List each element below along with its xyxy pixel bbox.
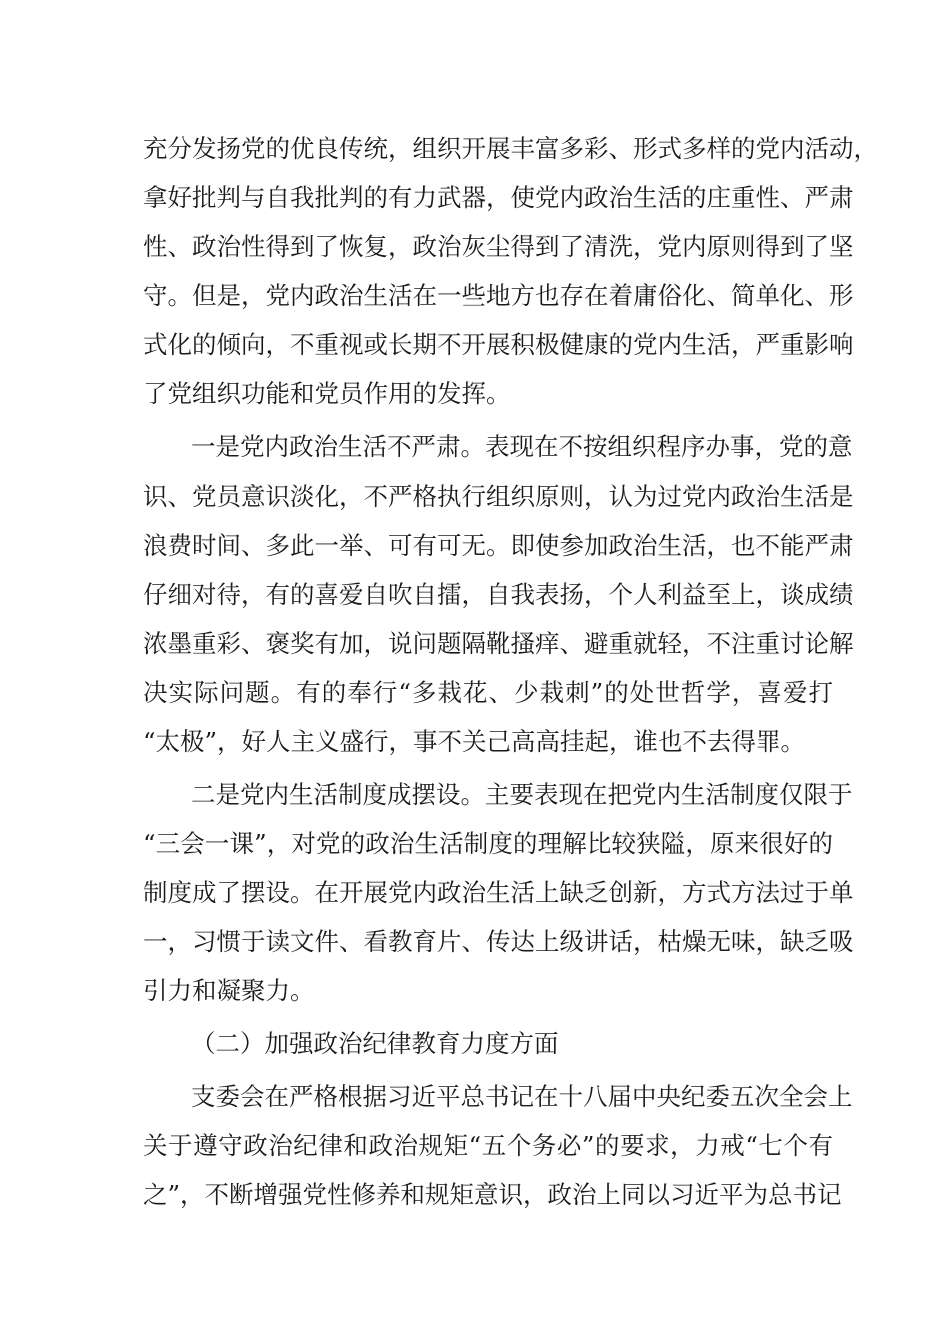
text-line: 引力和凝聚力。: [143, 976, 315, 1005]
text-line: 决实际问题。有的奉行“多栽花、少栽刺”的处世哲学，喜爱打: [143, 678, 833, 707]
text-line: 了党组织功能和党员作用的发挥。: [143, 379, 511, 408]
text-line: 制度成了摆设。在开展党内政治生活上缺乏创新，方式方法过于单: [143, 878, 854, 907]
text-line: 守。但是，党内政治生活在一些地方也存在着庸俗化、简单化、形: [143, 281, 854, 310]
text-line: 识、党员意识淡化，不严格执行组织原则，认为过党内政治生活是: [143, 482, 854, 511]
text-line: 仔细对待，有的喜爱自吹自擂，自我表扬，个人利益至上，谈成绩: [143, 580, 854, 609]
text-line: 一，习惯于读文件、看教育片、传达上级讲话，枯燥无味，缺乏吸: [143, 927, 854, 956]
text-line: 支委会在严格根据习近平总书记在十八届中央纪委五次全会上: [191, 1082, 853, 1111]
text-line: 浓墨重彩、褒奖有加，说问题隔靴搔痒、避重就轻，不注重讨论解: [143, 629, 854, 658]
text-line: 一是党内政治生活不严肃。表现在不按组织程序办事，党的意: [191, 432, 853, 461]
text-line: 拿好批判与自我批判的有力武器，使党内政治生活的庄重性、严肃: [143, 183, 854, 212]
section-heading: （二）加强政治纪律教育力度方面: [191, 1029, 559, 1058]
text-line: 式化的倾向，不重视或长期不开展积极健康的党内生活，严重影响: [143, 330, 854, 359]
text-line: 充分发扬党的优良传统，组织开展丰富多彩、形式多样的党内活动，: [143, 134, 878, 163]
text-line: “太极”，好人主义盛行，事不关己高高挂起，谁也不去得罪。: [143, 727, 806, 756]
text-line: 性、政治性得到了恢复，政治灰尘得到了清洗，党内原则得到了坚: [143, 232, 854, 261]
text-line: 浪费时间、多此一举、可有可无。即使参加政治生活，也不能严肃: [143, 531, 854, 560]
text-line: 二是党内生活制度成摆设。主要表现在把党内生活制度仅限于: [191, 780, 853, 809]
text-line: 关于遵守政治纪律和政治规矩“五个务必”的要求，力戒“七个有: [143, 1131, 833, 1160]
text-line: 之”，不断增强党性修养和规矩意识，政治上同以习近平为总书记: [143, 1180, 842, 1209]
text-line: “三会一课”，对党的政治生活制度的理解比较狭隘，原来很好的: [143, 829, 833, 858]
